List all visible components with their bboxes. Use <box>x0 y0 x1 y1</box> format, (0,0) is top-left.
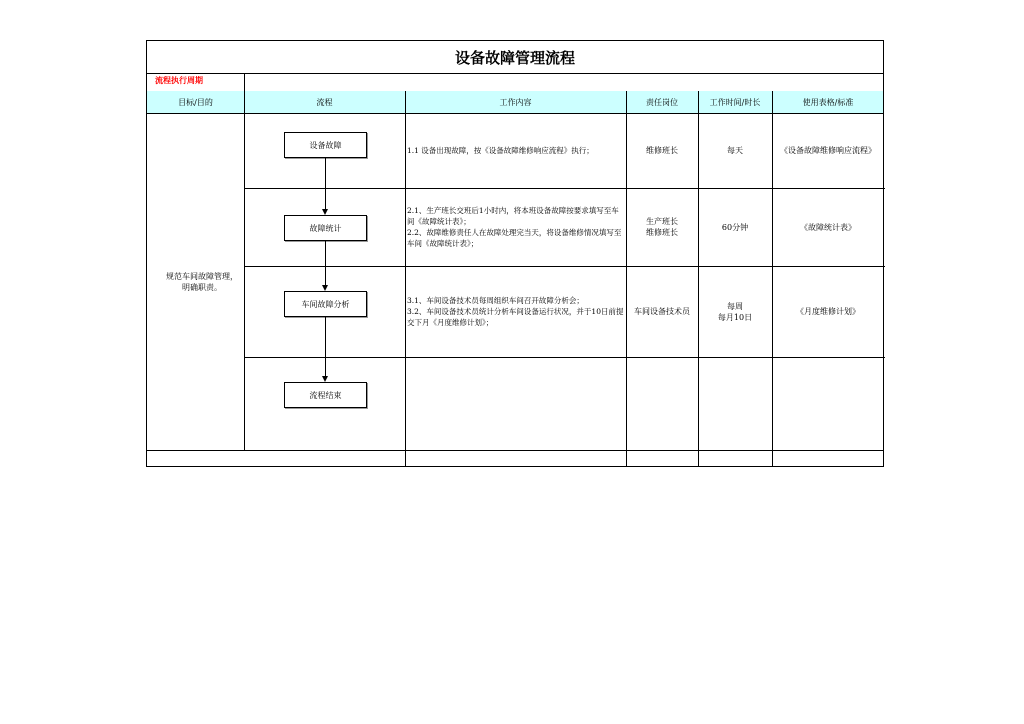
header-form: 使用表格/标准 <box>802 97 854 107</box>
step3-content-line-1: 3.1、车间设备技术员每周组织车间召开故障分析会； <box>407 296 584 305</box>
step3-time: 每周 每月10日 <box>717 301 753 322</box>
step1-content: 1.1 设备出现故障，按《设备故障维修响应流程》执行； <box>407 146 594 155</box>
flow-arrow-1-head <box>322 209 328 215</box>
step2-time: 60分钟 <box>721 222 749 232</box>
header-goal: 目标/目的 <box>178 97 213 107</box>
step2-content-line-1: 2.1、生产班长交班后1小时内，将本班设备故障按要求填写至车间《故障统计表》； <box>407 206 619 226</box>
goal-text: 规范车间故障管理，明确职责。 <box>166 271 238 292</box>
flow-arrow-2-head <box>322 285 328 291</box>
flow-arrow-3 <box>325 317 326 376</box>
step3-content <box>405 266 626 357</box>
step3-form: 《月度维修计划》 <box>796 307 860 316</box>
flow-arrow-3-head <box>322 376 328 382</box>
step2-form: 《故障统计表》 <box>800 222 856 232</box>
header-time: 工作时间/时长 <box>709 97 761 107</box>
flow-box-process-end: 流程结束 <box>284 382 367 408</box>
flow-arrow-1 <box>325 158 326 209</box>
page-title: 设备故障管理流程 <box>454 48 575 67</box>
flow-box-device-fault: 设备故障 <box>284 132 367 158</box>
flow-box-fault-analysis: 车间故障分析 <box>284 291 367 317</box>
step1-form: 《设备故障维修响应流程》 <box>780 146 876 155</box>
header-flow: 流程 <box>316 97 333 107</box>
step3-content-line-2: 3.2、车间设备技术员统计分析车间设备运行状况，并于10日前提交下月《月度维修计划》； <box>407 307 624 327</box>
cycle-label: 流程执行周期 <box>155 76 203 85</box>
process-sheet <box>146 40 884 467</box>
step1-role: 维修班长 <box>646 146 678 155</box>
step2-content <box>405 188 626 266</box>
header-content: 工作内容 <box>499 97 532 107</box>
flow-arrow-2 <box>325 241 326 285</box>
header-role: 责任岗位 <box>646 97 678 107</box>
flow-box-fault-stats: 故障统计 <box>284 215 367 241</box>
step3-role: 车间设备技术员 <box>634 307 690 316</box>
step1-time: 每天 <box>727 146 743 155</box>
step2-content-line-2: 2.2、故障维修责任人在故障处理完当天，将设备维修情况填写至车间《故障统计表》； <box>407 228 622 248</box>
step2-role: 生产班长 维修班长 <box>646 217 678 237</box>
